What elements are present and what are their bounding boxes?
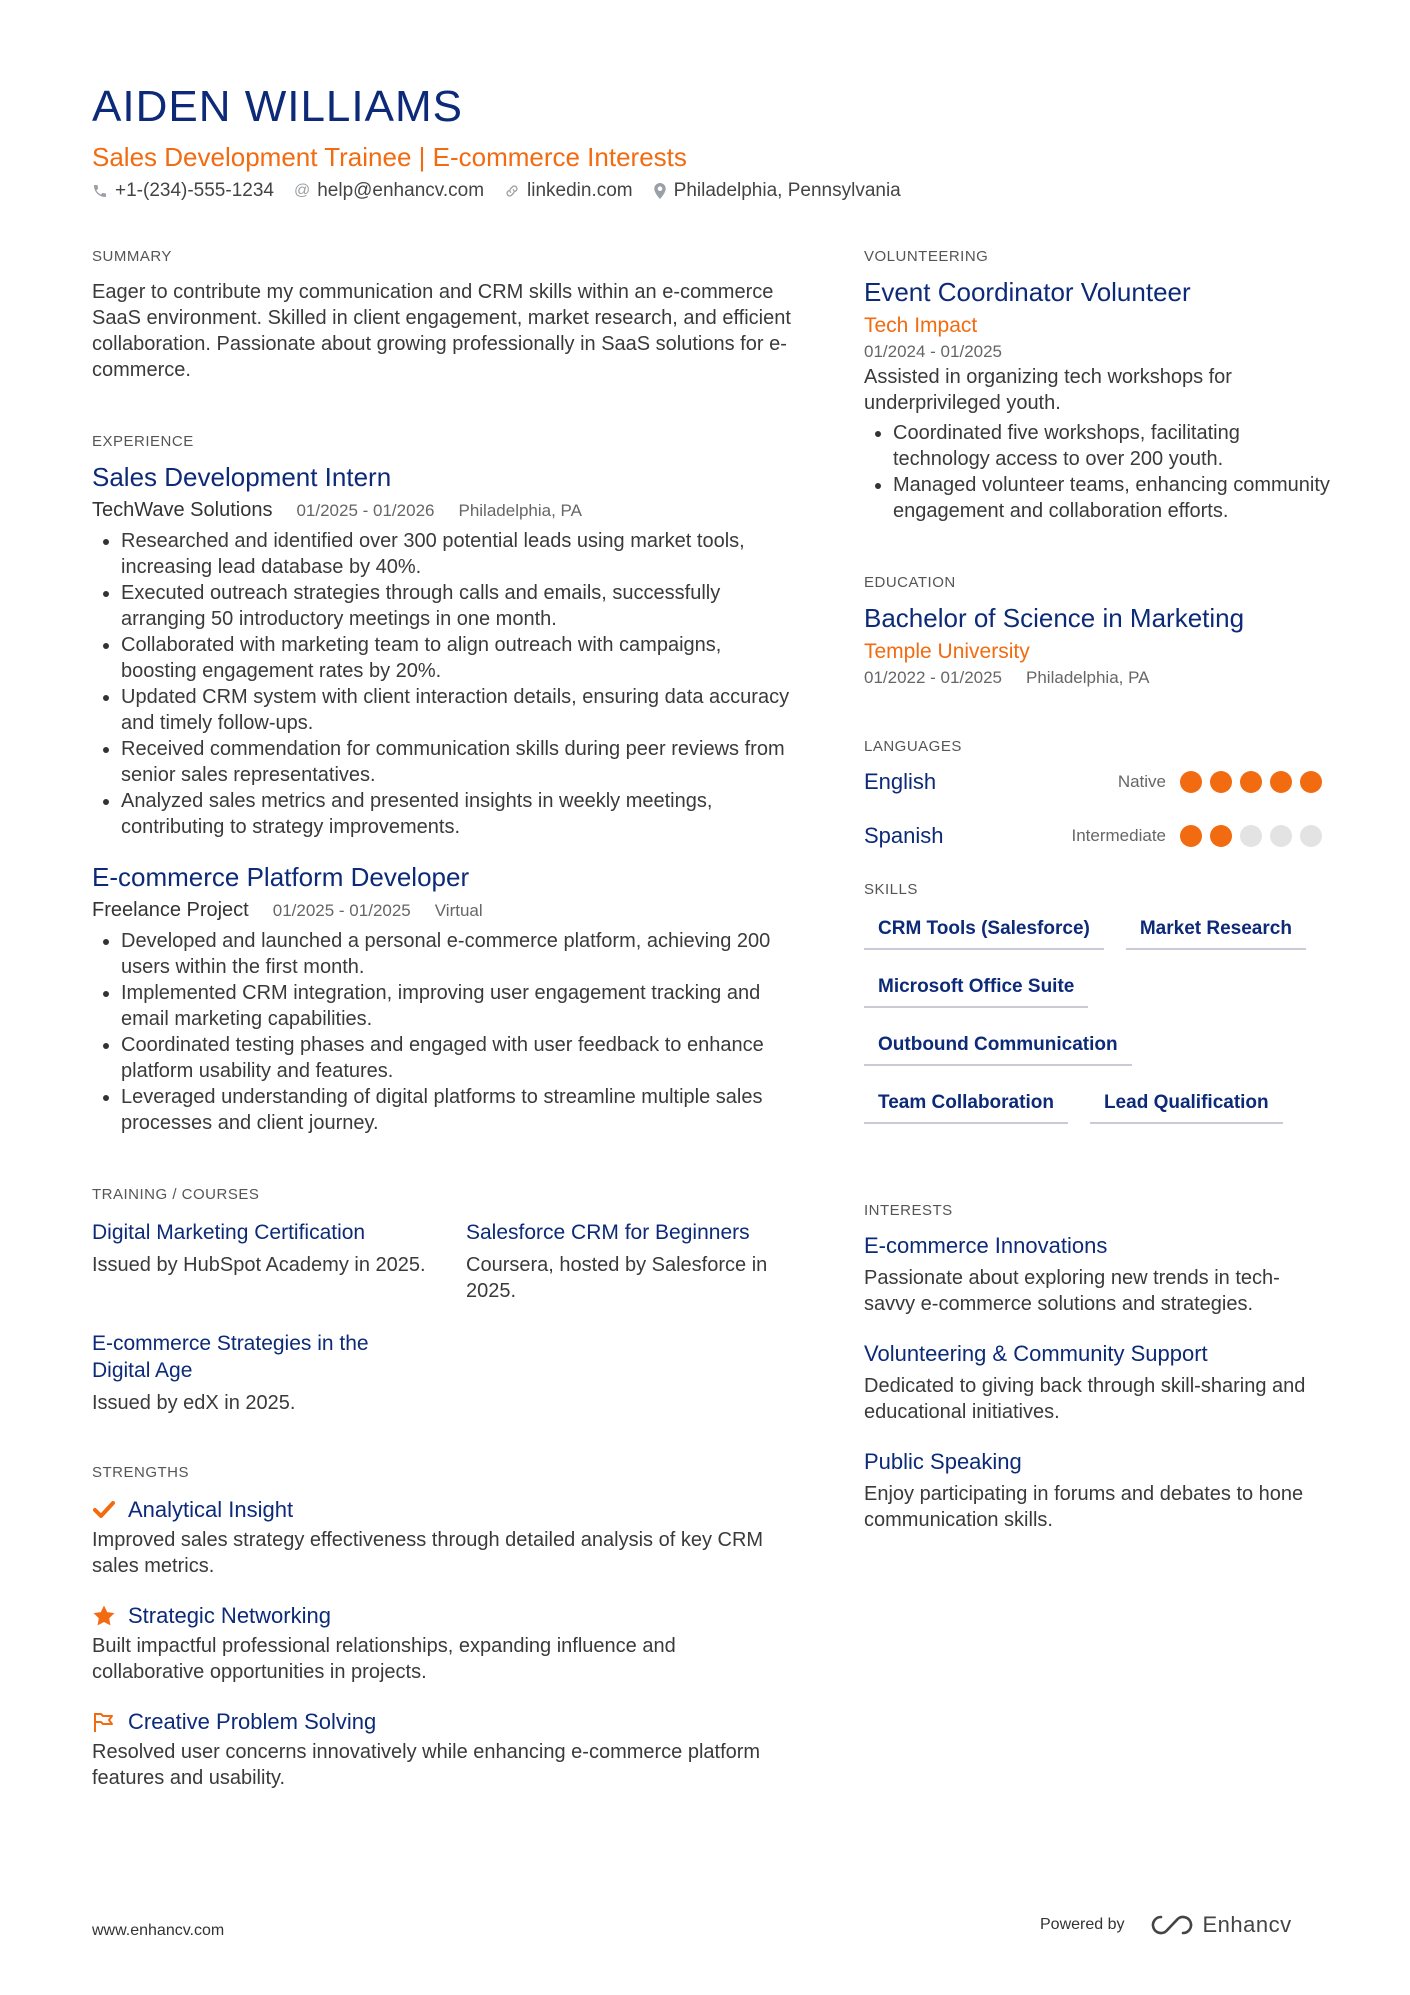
- location-text: Philadelphia, Pennsylvania: [673, 180, 901, 201]
- summary-text: Eager to contribute my communication and CRM skills within an e-commerce SaaS environment. Skilled in client engagement, market research, and efficient collaboration. Passionate about growing professionally in SaaS solutions for e-commerce.: [92, 281, 791, 381]
- interests-section: [864, 1202, 1330, 1533]
- education-school: Temple University: [864, 640, 1030, 663]
- location-pin-icon: [653, 183, 667, 199]
- interest-item: [864, 1233, 1330, 1317]
- strength-title: Analytical Insight: [128, 1497, 294, 1522]
- job-date: 01/2025 - 01/2026: [296, 501, 435, 520]
- language-name: English: [864, 769, 937, 794]
- volunteer-desc: Assisted in organizing tech workshops for underprivileged youth.: [864, 366, 1232, 414]
- course-desc: Issued by edX in 2025.: [92, 1392, 296, 1414]
- footer-branding: [1040, 1912, 1292, 1938]
- phone-text: +1-(234)-555-1234: [115, 180, 274, 201]
- strength-item: [92, 1709, 792, 1791]
- course-desc: Issued by HubSpot Academy in 2025.: [92, 1254, 426, 1276]
- volunteer-role: Event Coordinator Volunteer: [864, 277, 1191, 307]
- star-icon: [92, 1604, 116, 1628]
- job-company: TechWave Solutions: [92, 499, 273, 521]
- education-location: Philadelphia, PA: [1026, 668, 1150, 687]
- language-level: Native: [1117, 772, 1166, 791]
- contact-location: [653, 180, 901, 202]
- skills-heading: SKILLS: [864, 881, 918, 898]
- education-heading: EDUCATION: [864, 574, 956, 591]
- education-date: 01/2022 - 01/2025: [864, 668, 1003, 687]
- job-bullet: • Developed and launched a personal e-commerce platform, achieving 200 users within the first month.: [121, 928, 792, 980]
- skills-section: [864, 881, 1330, 1144]
- job-role: E-commerce Platform Developer: [92, 862, 470, 892]
- volunteering-section: [864, 248, 1330, 524]
- strength-header: [92, 1603, 792, 1629]
- job-bullet: • Collaborated with marketing team to align outreach with campaigns, boosting engagement rates by 20%.: [121, 632, 792, 684]
- strength-item: [92, 1603, 792, 1685]
- strength-desc: Improved sales strategy effectiveness through detailed analysis of key CRM sales metrics.: [92, 1529, 764, 1577]
- strength-item: [92, 1497, 792, 1579]
- course-title: E-commerce Strategies in the Digital Age: [92, 1332, 369, 1382]
- job-location: Philadelphia, PA: [458, 501, 582, 520]
- skill-tag: Microsoft Office Suite: [864, 970, 1088, 1008]
- volunteer-bullet: • Coordinated five workshops, facilitating technology access to over 200 youth.: [893, 420, 1330, 472]
- rating-dot: [1240, 771, 1262, 793]
- interest-desc: Dedicated to giving back through skill-sharing and educational initiatives.: [864, 1375, 1306, 1423]
- job-date: 01/2025 - 01/2025: [272, 901, 411, 920]
- job-meta: [92, 899, 792, 922]
- education-meta: [864, 668, 1330, 688]
- rating-dot: [1300, 771, 1322, 793]
- footer-website[interactable]: www.enhancv.com: [92, 1922, 225, 1939]
- skill-tag: Outbound Communication: [864, 1028, 1132, 1066]
- languages-section: [864, 738, 1330, 853]
- strength-title: Strategic Networking: [128, 1603, 331, 1628]
- job-bullets: [92, 528, 792, 840]
- interest-desc: Enjoy participating in forums and debates to hone communication skills.: [864, 1483, 1304, 1531]
- course-item: [92, 1219, 432, 1304]
- education-section: [864, 574, 1330, 688]
- linkedin-text[interactable]: linkedin.com: [527, 180, 633, 201]
- strength-header: [92, 1709, 792, 1735]
- job-entry: [92, 862, 792, 1136]
- strength-desc: Built impactful professional relationships, expanding influence and collaborative opportunities in projects.: [92, 1635, 676, 1683]
- right-column: [864, 248, 1330, 1533]
- brand-name: Enhancv: [1202, 1912, 1292, 1937]
- course-title: Salesforce CRM for Beginners: [466, 1221, 750, 1244]
- skill-tag: Market Research: [1126, 912, 1306, 950]
- job-bullet: • Implemented CRM integration, improving user engagement tracking and email marketing capabilities.: [121, 980, 792, 1032]
- candidate-name: AIDEN WILLIAMS: [92, 82, 463, 131]
- language-name: Spanish: [864, 823, 944, 848]
- rating-dot: [1270, 825, 1292, 847]
- contact-email[interactable]: [294, 180, 484, 202]
- volunteer-bullet: • Managed volunteer teams, enhancing community engagement and collaboration efforts.: [893, 472, 1330, 524]
- job-entry: [92, 462, 792, 840]
- skill-tag: Team Collaboration: [864, 1086, 1068, 1124]
- enhancv-logo-icon: [1149, 1913, 1195, 1937]
- email-text[interactable]: help@enhancv.com: [317, 180, 485, 201]
- strengths-section: [92, 1464, 792, 1791]
- summary-heading: SUMMARY: [92, 248, 172, 265]
- language-row: [864, 765, 1330, 799]
- job-bullet: • Received commendation for communication skills during peer reviews from senior sales representatives.: [121, 736, 792, 788]
- strength-title: Creative Problem Solving: [128, 1709, 377, 1734]
- skill-tag: Lead Qualification: [1090, 1086, 1283, 1124]
- candidate-subtitle: Sales Development Trainee | E-commerce Interests: [92, 142, 687, 172]
- flag-icon: [92, 1710, 116, 1734]
- training-section: [92, 1186, 792, 1416]
- job-role: Sales Development Intern: [92, 462, 392, 492]
- job-bullet: • Coordinated testing phases and engaged with user feedback to enhance platform usability and features.: [121, 1032, 792, 1084]
- interest-item: [864, 1341, 1330, 1425]
- rating-dot: [1300, 825, 1322, 847]
- left-column: [92, 248, 792, 1815]
- course-desc: Coursera, hosted by Salesforce in 2025.: [466, 1254, 768, 1302]
- phone-icon: [92, 183, 108, 199]
- interest-item: [864, 1449, 1330, 1533]
- language-rating: [1180, 825, 1330, 847]
- contact-phone: [92, 180, 274, 202]
- volunteer-bullets: [864, 420, 1330, 524]
- rating-dot: [1240, 825, 1262, 847]
- volunteer-date: 01/2024 - 01/2025: [864, 342, 1003, 361]
- course-title: Digital Marketing Certification: [92, 1221, 366, 1244]
- job-bullets: [92, 928, 792, 1136]
- strengths-heading: STRENGTHS: [92, 1464, 190, 1481]
- link-icon: [504, 183, 520, 199]
- language-rating: [1180, 771, 1330, 793]
- check-icon: [92, 1498, 116, 1522]
- job-location: Virtual: [434, 901, 483, 920]
- interest-title: Public Speaking: [864, 1449, 1022, 1474]
- interest-desc: Passionate about exploring new trends in tech-savvy e-commerce solutions and strategies.: [864, 1267, 1280, 1315]
- volunteering-heading: VOLUNTEERING: [864, 248, 989, 265]
- rating-dot: [1210, 771, 1232, 793]
- job-company: Freelance Project: [92, 899, 249, 921]
- education-degree: Bachelor of Science in Marketing: [864, 603, 1245, 633]
- strength-header: [92, 1497, 792, 1523]
- course-grid: [92, 1219, 792, 1416]
- language-level: Intermediate: [1071, 826, 1166, 845]
- interest-title: E-commerce Innovations: [864, 1233, 1108, 1258]
- contact-linkedin[interactable]: [504, 180, 633, 202]
- rating-dot: [1180, 771, 1202, 793]
- job-bullet: • Executed outreach strategies through calls and emails, successfully arranging 50 introductory meetings in one month.: [121, 580, 792, 632]
- rating-dot: [1270, 771, 1292, 793]
- at-icon: @: [293, 182, 311, 199]
- job-bullet: • Updated CRM system with client interaction details, ensuring data accuracy and timely follow-ups.: [121, 684, 792, 736]
- job-bullet: • Researched and identified over 300 potential leads using market tools, increasing lead database by 40%.: [121, 528, 792, 580]
- skill-tag: CRM Tools (Salesforce): [864, 912, 1104, 950]
- experience-heading: EXPERIENCE: [92, 433, 194, 450]
- contact-bar: [92, 180, 921, 202]
- rating-dot: [1210, 825, 1232, 847]
- training-heading: TRAINING / COURSES: [92, 1186, 260, 1203]
- course-item: [92, 1330, 432, 1416]
- language-row: [864, 819, 1330, 853]
- volunteer-org: Tech Impact: [864, 314, 978, 337]
- experience-section: [92, 433, 792, 1136]
- interests-heading: INTERESTS: [864, 1202, 953, 1219]
- interest-title: Volunteering & Community Support: [864, 1341, 1208, 1366]
- job-bullet: • Leveraged understanding of digital platforms to streamline multiple sales processes and client journey.: [121, 1084, 792, 1136]
- skills-list: [864, 912, 1330, 1144]
- job-meta: [92, 499, 792, 522]
- summary-section: [92, 248, 792, 383]
- rating-dot: [1180, 825, 1202, 847]
- strength-desc: Resolved user concerns innovatively while enhancing e-commerce platform features and usability.: [92, 1741, 761, 1789]
- powered-by-text: Powered by: [1040, 1916, 1125, 1933]
- languages-heading: LANGUAGES: [864, 738, 962, 755]
- course-item: [466, 1219, 806, 1304]
- job-bullet: • Analyzed sales metrics and presented insights in weekly meetings, contributing to strategy improvements.: [121, 788, 792, 840]
